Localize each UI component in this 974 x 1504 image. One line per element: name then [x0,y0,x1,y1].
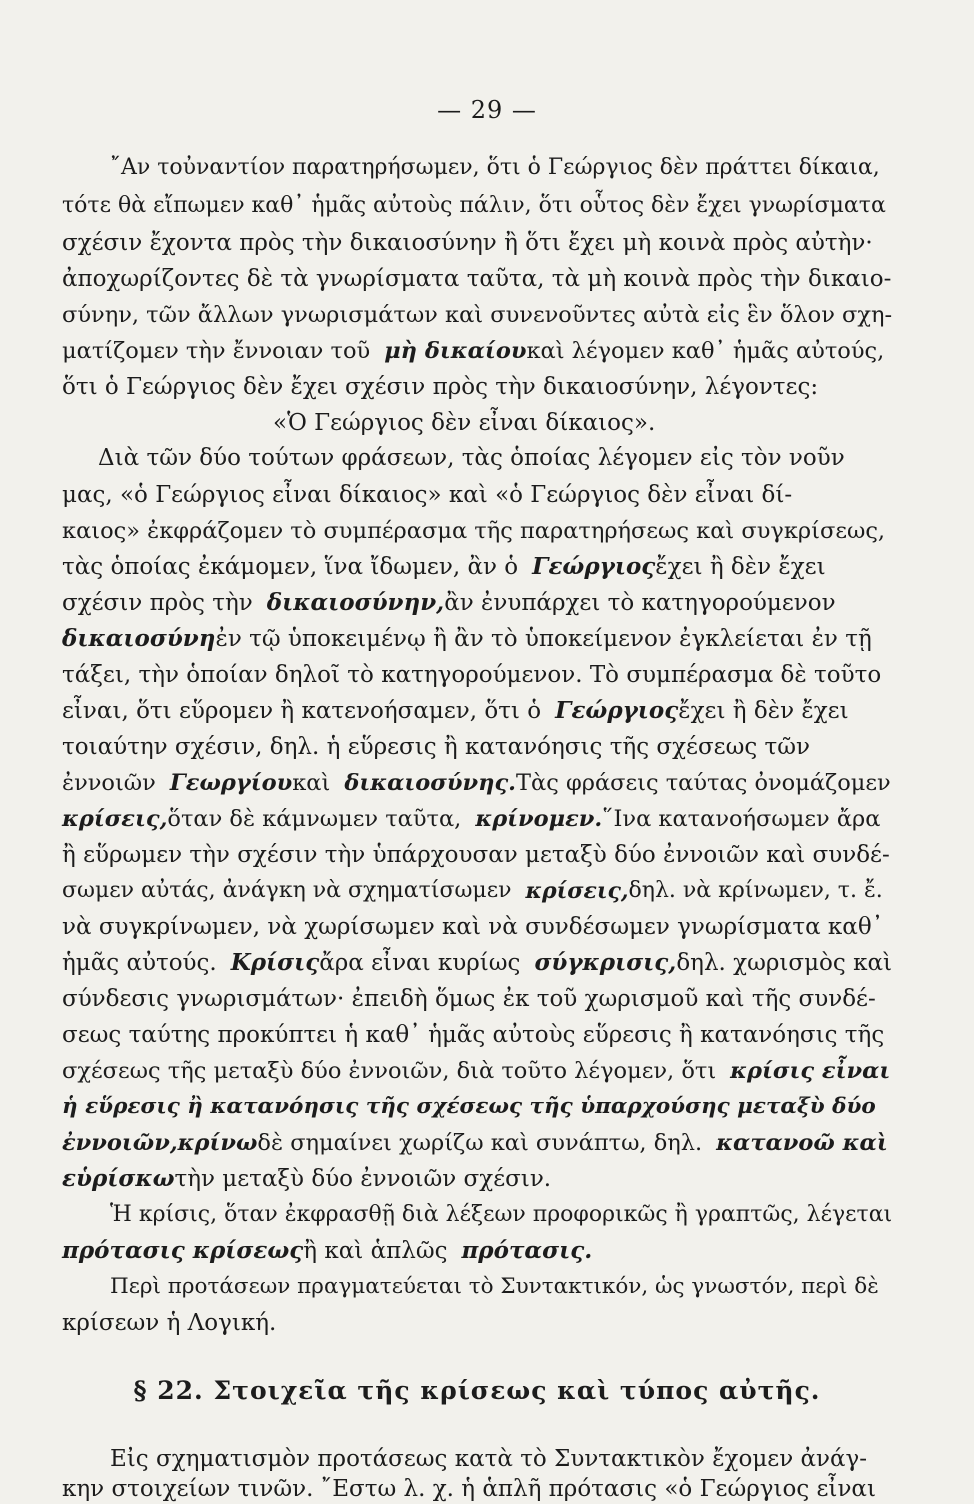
text-line [62,1236,892,1266]
text-line [62,300,892,330]
emphasis-text: κατανοῶ καὶ [716,1130,888,1156]
text-line [62,1308,892,1338]
emphasis-text: πρότασις. [461,1237,593,1264]
emphasis-text: πρότασις κρίσεως [62,1237,304,1264]
text-line [62,191,892,221]
text-line [110,1200,892,1230]
text-span: δηλ. νὰ κρίνωμεν, τ. ἔ. [628,878,883,903]
text-span: καὶ [292,770,331,796]
emphasis-text: δικαιοσύνη [62,625,216,652]
text-span: σχέσιν πρὸς τὴν [62,590,253,616]
text-span: τὴν μεταξὺ δύο ἐννοιῶν σχέσιν. [174,1166,552,1192]
text-line [62,1164,892,1194]
text-span: τοιαύτην σχέσιν, δηλ. ἡ εὕρεσις ἢ κατανόησις τῆς σχέσεως τῶν [62,734,810,760]
text-line [110,1444,892,1474]
emphasis-text: δικαιοσύνην, [266,589,445,616]
text-span: ῎Αν τοὐναντίον παρατηρήσωμεν, ὅτι ὁ Γεώργιος δὲν πράττει δίκαια, [110,155,880,180]
text-span: Τὰς φράσεις ταύτας ὀνομάζομεν [516,770,891,796]
text-span: Διὰ τῶν δύο τούτων φράσεων, τὰς ὁποίας λέγομεν εἰς τὸν νοῦν [98,445,845,471]
text-span: ἂν ἐνυπάρχει τὸ κατηγορούμενον [444,590,836,616]
emphasis-text: Γεωργίου [169,770,293,796]
text-line [62,336,892,366]
text-line [110,1272,892,1302]
text-span: τότε θὰ εἴπωμεν καθ᾽ ἡμᾶς αὐτοὺς πάλιν, ὅτι οὗτος δὲν ἔχει γνωρίσματα [62,193,886,218]
text-span: ὅτι ὁ Γεώργιος δὲν ἔχει σχέσιν πρὸς τὴν δικαιοσύνην, λέγοντες: [62,374,819,400]
text-line [62,372,892,402]
text-line [98,443,892,473]
text-line [62,840,892,870]
emphasis-text: δικαιοσύνης. [344,770,517,796]
text-span: ἄρα εἶναι κυρίως [319,950,521,976]
heading-text: § 22. Στοιχεῖα τῆς κρίσεως καὶ τύπος αὐτῆς. [133,1376,821,1405]
text-span: τάξει, τὴν ὁποίαν δηλοῖ τὸ κατηγορούμενον. Τὸ συμπέρασμα δὲ τοῦτο [62,662,882,688]
emphasis-text: ἐννοιῶν, [62,1130,178,1156]
emphasis-text: κρίσις εἶναι [730,1058,891,1084]
text-span: ἐν τῷ ὑποκειμένῳ ἢ ἂν τὸ ὑποκείμενον ἐγκλείεται ἐν τῇ [215,626,872,652]
text-line [62,984,892,1014]
page-number: — 29 — [437,96,537,124]
text-span: ἢ εὕρωμεν τὴν σχέσιν τὴν ὑπάρχουσαν μεταξὺ δύο ἐννοιῶν καὶ συνδέ- [62,842,890,868]
emphasis-text: κρίσεις, [525,878,629,904]
text-line [62,552,892,582]
text-span: ἔχει ἢ δὲν ἔχει [678,698,849,724]
text-span: τὰς ὁποίας ἐκάμομεν, ἵνα ἴδωμεν, ἂν ὁ [62,554,519,580]
text-line [62,660,892,690]
emphasis-text: μὴ δικαίου [384,338,527,364]
emphasis-text: σύγκρισις, [534,949,677,976]
text-span: σεως ταύτης προκύπτει ἡ καθ᾽ ἡμᾶς αὐτοὺς εὕρεσις ἢ κατανόησις τῆς [62,1022,885,1048]
text-span: ῞Ινα κατανοήσωμεν ἄρα [602,806,881,832]
emphasis-text: κρίνομεν. [475,806,603,832]
text-span: ἡμᾶς αὐτούς. [62,950,217,976]
text-line [62,516,892,546]
emphasis-text: Γεώργιος [555,697,679,724]
text-line [62,228,892,258]
text-line [62,876,892,906]
text-span: σωμεν αὐτάς, ἀνάγκη νὰ σχηματίσωμεν [62,878,512,903]
text-span: καιος» ἐκφράζομεν τὸ συμπέρασμα τῆς παρατηρήσεως καὶ συγκρίσεως, [62,518,886,544]
text-line [62,624,892,654]
text-span: σύνδεσις γνωρισμάτων· ἐπειδὴ ὅμως ἐκ τοῦ χωρισμοῦ καὶ τῆς συνδέ- [62,986,876,1012]
text-span: δηλ. χωρισμὸς καὶ [676,950,892,976]
section-heading [62,1376,892,1406]
text-span: κρίσεων ἡ Λογική. [62,1310,277,1336]
text-span: ἔχει ἢ δὲν ἔχει [655,554,826,580]
text-span: Ἡ κρίσις, ὅταν ἐκφρασθῇ διὰ λέξεων προφορικῶς ἢ γραπτῶς, λέγεται [110,1202,893,1227]
text-line [62,696,892,726]
text-span: εἶναι, ὅτι εὕρομεν ἢ κατενοήσαμεν, ὅτι ὁ [62,698,542,724]
emphasis-text: κρίνω [177,1130,258,1156]
emphasis-text: Γεώργιος [532,553,656,580]
text-line [62,588,892,618]
text-span: νὰ συγκρίνωμεν, νὰ χωρίσωμεν καὶ νὰ συνδέσωμεν γνωρίσματα καθ᾽ [62,914,884,940]
text-span: σχέσιν ἔχοντα πρὸς τὴν δικαιοσύνην ἢ ὅτι ἔχει μὴ κοινὰ πρὸς αὐτὴν· [62,230,873,256]
text-line [62,804,892,834]
text-line [62,912,892,942]
text-span: ματίζομεν τὴν ἔννοιαν τοῦ [62,338,371,364]
emphasis-text: ἡ εὕρεσις ἢ κατανόησις τῆς σχέσεως τῆς ὑπαρχούσης μεταξὺ δύο [62,1094,876,1119]
text-line [62,732,892,762]
text-span: ἢ καὶ ἁπλῶς [303,1238,448,1264]
text-span: ἀποχωρίζοντες δὲ τὰ γνωρίσματα ταῦτα, τὰ μὴ κοινὰ πρὸς τὴν δικαιο- [62,266,892,292]
text-line [62,768,892,798]
text-span: δὲ σημαίνει χωρίζω καὶ συνάπτω, δηλ. [257,1130,703,1156]
text-span: σχέσεως τῆς μεταξὺ δύο ἐννοιῶν, διὰ τοῦτο λέγομεν, ὅτι [62,1058,717,1084]
text-span: καὶ λέγομεν καθ᾽ ἡμᾶς αὐτούς, [526,338,885,364]
text-span: Εἰς σχηματισμὸν προτάσεως κατὰ τὸ Συντακτικὸν ἔχομεν ἀνάγ- [110,1446,868,1472]
text-line [62,1056,892,1086]
text-span: «Ὁ Γεώργιος δὲν εἶναι δίκαιος». [273,410,656,436]
text-line [62,480,892,510]
text-line [62,264,892,294]
text-span: σύνην, τῶν ἄλλων γνωρισμάτων καὶ συνενοῦντες αὐτὰ εἰς ἓν ὅλον σχη- [62,302,893,328]
text-line [62,1020,892,1050]
emphasis-text: εὑρίσκω [62,1165,175,1192]
text-line [110,153,892,183]
text-line [62,948,892,978]
text-line [62,1092,892,1122]
text-line [273,408,974,438]
emphasis-text: Κρίσις [230,949,320,976]
emphasis-text: κρίσεις, [62,806,168,832]
text-span: ἐννοιῶν [62,770,156,796]
text-span: μας, «ὁ Γεώργιος εἶναι δίκαιος» καὶ «ὁ Γεώργιος δὲν εἶναι δί- [62,482,793,508]
text-span: Περὶ προτάσεων πραγματεύεται τὸ Συντακτικόν, ὡς γνωστόν, περὶ δὲ [110,1274,879,1299]
text-line [62,1128,892,1158]
text-span: κην στοιχείων τινῶν. ῎Εστω λ. χ. ἡ ἁπλῆ πρότασις «ὁ Γεώργιος εἶναι [62,1476,876,1502]
text-span: ὅταν δὲ κάμνωμεν ταῦτα, [167,806,462,832]
